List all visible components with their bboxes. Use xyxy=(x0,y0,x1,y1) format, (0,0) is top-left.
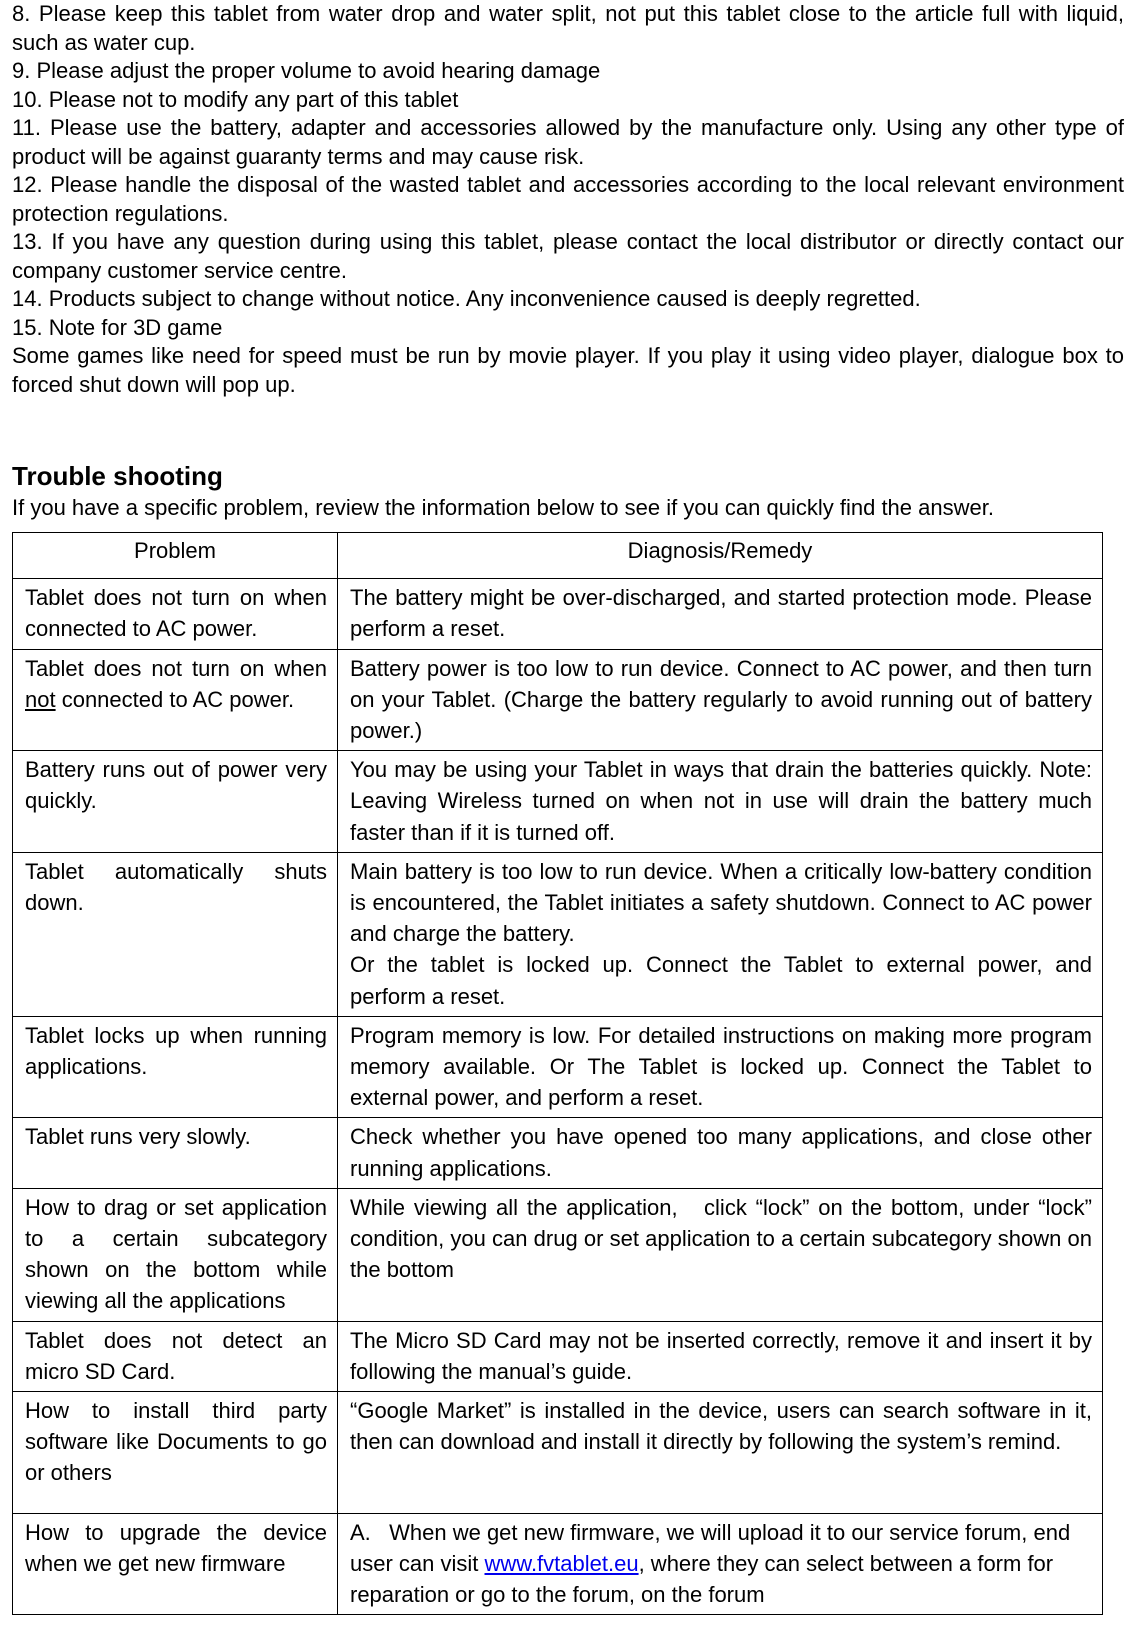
note-14: 14. Products subject to change without notice. Any inconvenience caused is deeply regretted. xyxy=(12,286,921,311)
table-row xyxy=(13,1392,1103,1514)
table-row xyxy=(13,1016,1103,1118)
note-15: 15. Note for 3D game xyxy=(12,314,223,340)
section-intro: If you have a specific problem, review the information below to see if you can quickly find the answer. xyxy=(12,495,994,520)
column-header-remedy: Diagnosis/Remedy xyxy=(338,533,1103,579)
remedy-cell: The battery might be over-discharged, and started protection mode. Please perform a reset. xyxy=(338,579,1103,649)
problem-cell: How to install third party software like Documents to go or others xyxy=(13,1392,338,1514)
remedy-cell xyxy=(338,852,1103,1016)
remedy-text-alt: Or the tablet is locked up. Connect the Tablet to external power, and perform a reset. xyxy=(350,952,1092,1009)
problem-text: connected to AC power. xyxy=(55,686,295,712)
problem-cell: Tablet locks up when running applications. xyxy=(13,1016,338,1118)
note-10: 10. Please not to modify any part of this tablet xyxy=(12,86,459,112)
remedy-cell: “Google Market” is installed in the device, users can search software in it, then can download and install it directly by following the system’s remind. xyxy=(338,1392,1103,1514)
problem-cell: Battery runs out of power very quickly. xyxy=(13,751,338,853)
table-row xyxy=(13,1513,1103,1615)
remedy-text: Main battery is too low to run device. When a critically low-battery condition is encountered, the Tablet initiates a safety shutdown. Connect to AC power and charge the battery. xyxy=(350,858,1092,947)
note-13: 13. If you have any question during using this tablet, please contact the local distributor or directly contact our company customer service centre. xyxy=(12,229,1124,283)
table-row xyxy=(13,649,1103,751)
note-9: 9. Please adjust the proper volume to avoid hearing damage xyxy=(12,58,601,83)
problem-emphasis: not xyxy=(25,686,56,712)
troubleshooting-table xyxy=(12,532,1103,1615)
remedy-cell: You may be using your Tablet in ways that drain the batteries quickly. Note: Leaving Wireless turned on when not in use will drain the battery much faster than if it is turned off. xyxy=(338,751,1103,853)
table-row xyxy=(13,1321,1103,1391)
table-row xyxy=(13,1118,1103,1188)
problem-cell: Tablet runs very slowly. xyxy=(13,1118,338,1188)
section-title: Trouble shooting xyxy=(12,461,223,491)
remedy-text: A. When we get new firmware, we will upload it to our service forum, end user can visit xyxy=(350,1519,1071,1576)
table-row xyxy=(13,852,1103,1016)
document-page xyxy=(12,0,1124,1608)
problem-cell: Tablet automatically shuts down. xyxy=(13,852,338,1016)
note-8: 8. Please keep this tablet from water drop and water split, not put this tablet close to the article full with liquid, such as water cup. xyxy=(12,1,1124,55)
remedy-cell: Program memory is low. For detailed instructions on making more program memory available. Or The Tablet is locked up. Connect the Tablet to external power, and perform a reset. xyxy=(338,1016,1103,1118)
remedy-cell: The Micro SD Card may not be inserted correctly, remove it and insert it by following the manual’s guide. xyxy=(338,1321,1103,1391)
remedy-cell: While viewing all the application, click “lock” on the bottom, under “lock” condition, you can drug or set application to a certain subcategory shown on the bottom xyxy=(338,1188,1103,1321)
note-12: 12. Please handle the disposal of the wasted tablet and accessories according to the local relevant environment protection regulations. xyxy=(12,172,1124,226)
forum-link[interactable]: www.fvtablet.eu xyxy=(484,1550,639,1576)
problem-text: Tablet does not turn on when xyxy=(25,655,327,681)
problem-cell: Tablet does not detect an micro SD Card. xyxy=(13,1321,338,1391)
remedy-cell: Battery power is too low to run device. Connect to AC power, and then turn on your Tablet. (Charge the battery regularly to avoid running out of battery power.) xyxy=(338,649,1103,751)
problem-cell: How to drag or set application to a certain subcategory shown on the bottom while viewing all the applications xyxy=(13,1188,338,1321)
problem-cell: How to upgrade the device when we get new firmware xyxy=(13,1513,338,1615)
remedy-text: , where they can select between a form for reparation or go to the forum, on the forum xyxy=(350,1550,1054,1608)
column-header-problem: Problem xyxy=(13,533,338,579)
table-row xyxy=(13,579,1103,649)
remedy-cell: Check whether you have opened too many applications, and close other running applications. xyxy=(338,1118,1103,1188)
problem-cell xyxy=(13,649,338,751)
table-row xyxy=(13,1188,1103,1321)
problem-cell: Tablet does not turn on when connected to AC power. xyxy=(13,579,338,649)
table-row xyxy=(13,751,1103,853)
table-header-row xyxy=(13,533,1103,579)
safety-notes xyxy=(12,0,1124,399)
remedy-cell xyxy=(338,1513,1103,1615)
note-15-detail: Some games like need for speed must be run by movie player. If you play it using video player, dialogue box to forced shut down will pop up. xyxy=(12,343,1124,397)
note-11: 11. Please use the battery, adapter and accessories allowed by the manufacture only. Using any other type of product will be against guaranty terms and may cause risk. xyxy=(12,115,1124,169)
